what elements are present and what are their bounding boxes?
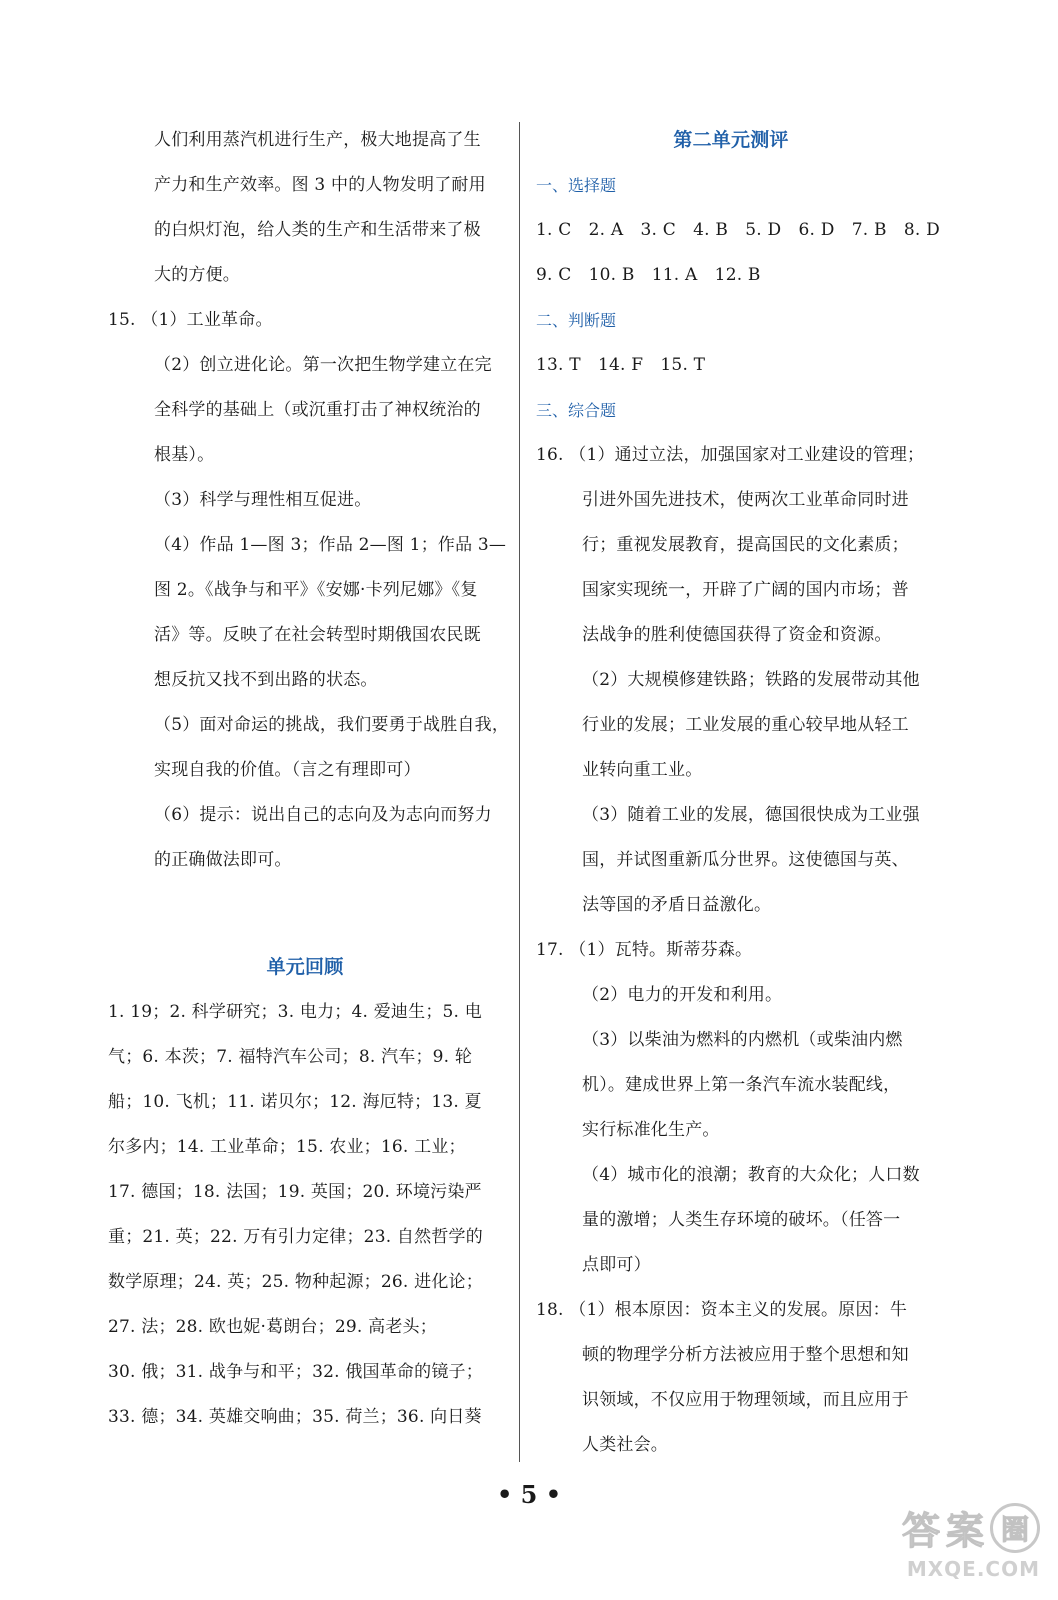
text-line: 行；重视发展教育，提高国民的文化素质； [582,535,909,555]
text-line: 人们利用蒸汽机进行生产，极大地提高了生 [154,130,481,150]
text-line: 图 2。《战争与和平》《安娜·卡列尼娜》《复 [154,580,478,600]
text-line: 15. （1）工业革命。 [108,310,273,330]
text-line: 气；6. 本茨；7. 福特汽车公司；8. 汽车；9. 轮 [108,1047,473,1067]
watermark-char: 答 [901,1509,940,1553]
text-line: 9. C 10. B 11. A 12. B [536,265,761,285]
text-line: 1. 19；2. 科学研究；3. 电力；4. 爱迪生；5. 电 [108,1002,482,1022]
watermark-char: 圈 [1000,1512,1029,1546]
text-line: 船；10. 飞机；11. 诺贝尔；12. 海厄特；13. 夏 [108,1092,482,1112]
unit-review-title: 单元回顾 [266,956,344,978]
text-line: 实现自我的价值。（言之有理即可） [154,760,421,780]
text-line: （4）作品 1—图 3；作品 2—图 1；作品 3— [154,535,507,555]
text-line: 33. 德；34. 英雄交响曲；35. 荷兰；36. 向日葵 [108,1407,482,1427]
text-line: 机）。建成世界上第一条汽车流水装配线， [582,1075,901,1095]
text-line: （2）大规模修建铁路；铁路的发展带动其他 [582,670,920,690]
left-answer-lines [108,118,510,883]
text-line: （3）科学与理性相互促进。 [154,490,372,510]
unit-test-title: 第二单元测评 [673,129,789,151]
text-line: （5）面对命运的挑战，我们要勇于战胜自我， [154,715,510,735]
text-line: 尔多内；14. 工业革命；15. 农业；16. 工业； [108,1137,466,1157]
right-column [536,118,940,1468]
text-line: 国，并试图重新瓜分世界。这使德国与英、 [582,850,909,870]
watermark-url: MXQE.COM [906,1557,1040,1581]
text-line: 17. 德国；18. 法国；19. 英国；20. 环境污染严 [108,1182,482,1202]
text-line: 人类社会。 [582,1435,668,1455]
text-line: 大的方便。 [154,265,240,285]
text-line: 点即可） [582,1255,651,1275]
section-choice-heading: 一、选择题 [536,176,617,195]
text-line: 1. C 2. A 3. C 4. B 5. D 6. D 7. B 8. D [536,220,940,240]
text-line: 的白炽灯泡，给人类的生产和生活带来了极 [154,220,481,240]
text-line: 行业的发展；工业发展的重心较早地从轻工 [582,715,909,735]
watermark-char: 案 [945,1509,984,1553]
text-line: （2）电力的开发和利用。 [582,985,783,1005]
text-line: （4）城市化的浪潮；教育的大众化；人口数 [582,1165,920,1185]
text-line: 根基）。 [154,445,215,465]
choice-answers [536,208,940,298]
column-divider [519,122,520,1462]
text-line: 识领域，不仅应用于物理领域，而且应用于 [582,1390,909,1410]
section-judge-heading: 二、判断题 [536,311,617,330]
text-line: 法等国的矛盾日益激化。 [582,895,772,915]
watermark-circle-icon [990,1503,1040,1553]
text-line: 业转向重工业。 [582,760,703,780]
text-line: 18. （1）根本原因：资本主义的发展。原因：牛 [536,1300,908,1320]
comprehensive-answers [536,433,926,1468]
judge-answers: 13. T 14. F 15. T [536,355,706,375]
text-line: 引进外国先进技术，使两次工业革命同时进 [582,490,909,510]
text-line: 国家实现统一，开辟了广阔的国内市场；普 [582,580,909,600]
left-column [108,118,510,1440]
text-line: 顿的物理学分析方法被应用于整个思想和知 [582,1345,909,1365]
text-line: 法战争的胜利使德国获得了资金和资源。 [582,625,892,645]
text-line: 30. 俄；31. 战争与和平；32. 俄国革命的镜子； [108,1362,483,1382]
text-line: 27. 法；28. 欧也妮·葛朗台；29. 高老头； [108,1317,437,1337]
text-line: 量的激增；人类生存环境的破坏。（任答一 [582,1210,901,1230]
text-line: 16. （1）通过立法，加强国家对工业建设的管理； [536,445,925,465]
page-number: • 5 • [496,1480,562,1509]
text-line: 17. （1）瓦特。斯蒂芬森。 [536,940,753,960]
text-line: 全科学的基础上（或沉重打击了神权统治的 [154,400,481,420]
text-line: 数学原理；24. 英；25. 物种起源；26. 进化论； [108,1272,483,1292]
text-line: 产力和生产效率。图 3 中的人物发明了耐用 [154,175,486,195]
spacer [108,883,502,945]
section-comprehensive-heading: 三、综合题 [536,401,617,420]
text-line: 想反抗又找不到出路的状态。 [154,670,378,690]
text-line: 重；21. 英；22. 万有引力定律；23. 自然哲学的 [108,1227,483,1247]
text-line: 活》等。反映了在社会转型时期俄国农民既 [154,625,481,645]
text-line: （3）随着工业的发展，德国很快成为工业强 [582,805,920,825]
text-line: （2）创立进化论。第一次把生物学建立在完 [154,355,492,375]
text-line: （6）提示：说出自己的志向及为志向而努力 [154,805,492,825]
watermark-logo [840,1500,1040,1590]
text-line: 实行标准化生产。 [582,1120,720,1140]
text-line: 的正确做法即可。 [154,850,292,870]
text-line: （3）以柴油为燃料的内燃机（或柴油内燃 [582,1030,903,1050]
unit-review-lines [108,990,502,1440]
